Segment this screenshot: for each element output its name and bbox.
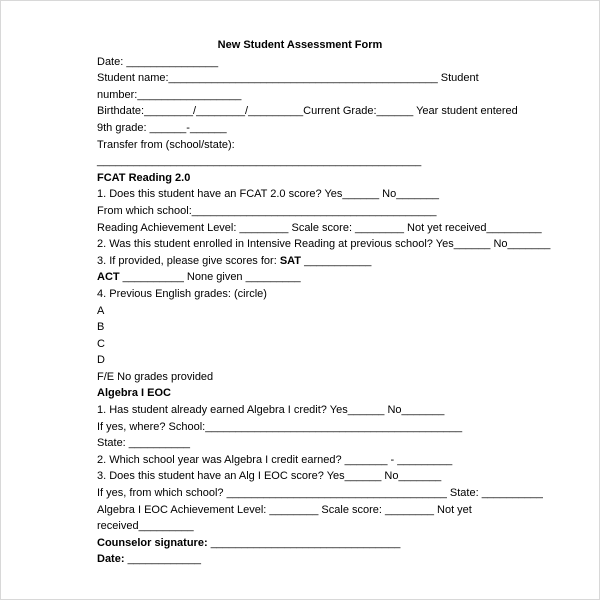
student-number-line: number:_________________ (97, 88, 242, 101)
fcat-from-school-line: From which school:________________________________________ (97, 204, 437, 217)
algebra-level-line: Algebra I EOC Achievement Level: ________ Scale score: ________ Not yet (97, 503, 472, 516)
act-line (97, 269, 599, 286)
grade-option-b: B (97, 321, 105, 334)
sat-blank: ___________ (301, 254, 372, 267)
counselor-signature-blank: _______________________________ (210, 536, 401, 549)
date-bottom-line (97, 551, 599, 568)
algebra-section-header: Algebra I EOC (97, 387, 171, 400)
grade-option-fe: F/E No grades provided (97, 370, 214, 383)
algebra-q3-school-line: If yes, from which school? ____________________________________ State: __________ (97, 487, 543, 500)
fcat-q3-line (97, 253, 599, 270)
algebra-q1-line: 1. Has student already earned Algebra I credit? Yes______ No_______ (97, 404, 445, 417)
date-bottom-blank: ____________ (127, 553, 201, 566)
grade-option-a: A (97, 304, 105, 317)
ninth-grade-line: 9th grade: ______-______ (97, 121, 227, 134)
act-label: ACT (97, 271, 120, 284)
birthdate-line: Birthdate:________/________/_________Current Grade:______ Year student entered (97, 105, 518, 118)
transfer-from-label: Transfer from (school/state): (97, 138, 235, 151)
date-bottom-label: Date: (97, 553, 128, 566)
grade-option-d: D (97, 354, 105, 367)
act-blank: __________ None given _________ (119, 271, 301, 284)
grade-option-c: C (97, 337, 105, 350)
fcat-q3-text: 3. If provided, please give scores for: (97, 254, 280, 267)
form-title: New Student Assessment Form (217, 39, 383, 51)
fcat-q4-line: 4. Previous English grades: (circle) (97, 287, 267, 300)
algebra-level-received-line: received_________ (97, 520, 194, 533)
fcat-q2-line: 2. Was this student enrolled in Intensive Reading at previous school? Yes______ No_______ (97, 238, 551, 251)
student-name-line: Student name:____________________________________________ Student (97, 72, 479, 85)
counselor-signature-label: Counselor signature: (97, 536, 211, 549)
algebra-q3-line: 3. Does this student have an Alg I EOC score? Yes______ No_______ (97, 470, 442, 483)
fcat-q1-line: 1. Does this student have an FCAT 2.0 score? Yes______ No_______ (97, 188, 440, 201)
fcat-section-header: FCAT Reading 2.0 (97, 171, 191, 184)
algebra-q1-state-line: State: __________ (97, 437, 190, 450)
sat-label: SAT (279, 254, 302, 267)
algebra-q2-line: 2. Which school year was Algebra I credit earned? _______ - _________ (97, 453, 453, 466)
algebra-q1-school-line: If yes, where? School:__________________________________________ (97, 420, 463, 433)
date-line: Date: _______________ (97, 55, 219, 68)
transfer-from-blank: _____________________________________________________ (97, 155, 422, 168)
fcat-reading-level-line: Reading Achievement Level: ________ Scale score: ________ Not yet received_________ (97, 221, 542, 234)
counselor-signature-line (97, 535, 599, 552)
